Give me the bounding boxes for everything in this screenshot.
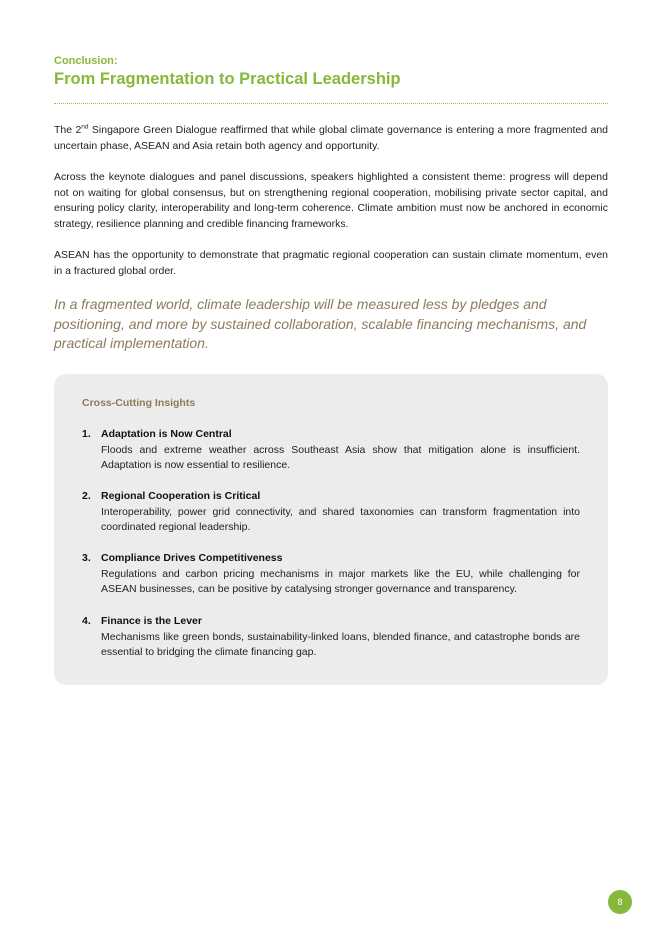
paragraph-intro-rest: Singapore Green Dialogue reaffirmed that while global climate governance is entering a more fragmented and uncertain phase, ASEAN and Asia retain both agency and opportunity. [54, 124, 608, 152]
paragraph-intro [54, 123, 608, 154]
insight-number: 2. [82, 490, 91, 502]
insight-body: Regulations and carbon pricing mechanisms in major markets like the EU, while challenging for ASEAN businesses, can be positive by catalysing stronger governance and transparency. [101, 567, 580, 595]
paragraph-opportunity: ASEAN has the opportunity to demonstrate that pragmatic regional cooperation can sustain climate momentum, even in a fractured global order. [54, 249, 608, 277]
insights-title: Cross-Cutting Insights [82, 397, 196, 409]
section-kicker: Conclusion: [54, 55, 118, 67]
insight-body: Mechanisms like green bonds, sustainability-linked loans, blended finance, and catastrophe bonds are essential to bridging the climate financing gap. [101, 630, 580, 658]
paragraph-intro-lead: The 2 [54, 124, 82, 136]
insight-heading: Adaptation is Now Central [101, 428, 232, 440]
dotted-divider [54, 103, 608, 104]
insight-body: Floods and extreme weather across Southeast Asia show that mitigation alone is insufficient. Adaptation is now essential to resilience. [101, 443, 580, 471]
paragraph-themes: Across the keynote dialogues and panel discussions, speakers highlighted a consistent theme: progress will depend not on waiting for global consensus, but on strengthening regional cooperation, mobilising private sector capital, and ensuring policy clarity, interoperability and long-term coherence. Climate ambition must now be anchored in economic strategy, resilience planning and credible financing frameworks. [54, 171, 608, 230]
insight-heading: Compliance Drives Competitiveness [101, 552, 283, 564]
pull-quote: In a fragmented world, climate leadership will be measured less by pledges and positioning, and more by sustained collaboration, scalable financing mechanisms, and practical implementation. [54, 296, 587, 351]
page-title: From Fragmentation to Practical Leadership [54, 70, 401, 88]
insight-number: 3. [82, 552, 91, 564]
insight-number: 4. [82, 615, 91, 627]
page-number-badge: 8 [608, 890, 632, 914]
ordinal-superscript: nd [81, 123, 89, 131]
insights-box [54, 374, 608, 685]
insight-heading: Finance is the Lever [101, 615, 202, 627]
insight-number: 1. [82, 428, 91, 440]
insight-heading: Regional Cooperation is Critical [101, 490, 261, 502]
insight-body: Interoperability, power grid connectivity, and shared taxonomies can transform fragmentation into coordinated regional leadership. [101, 505, 580, 533]
